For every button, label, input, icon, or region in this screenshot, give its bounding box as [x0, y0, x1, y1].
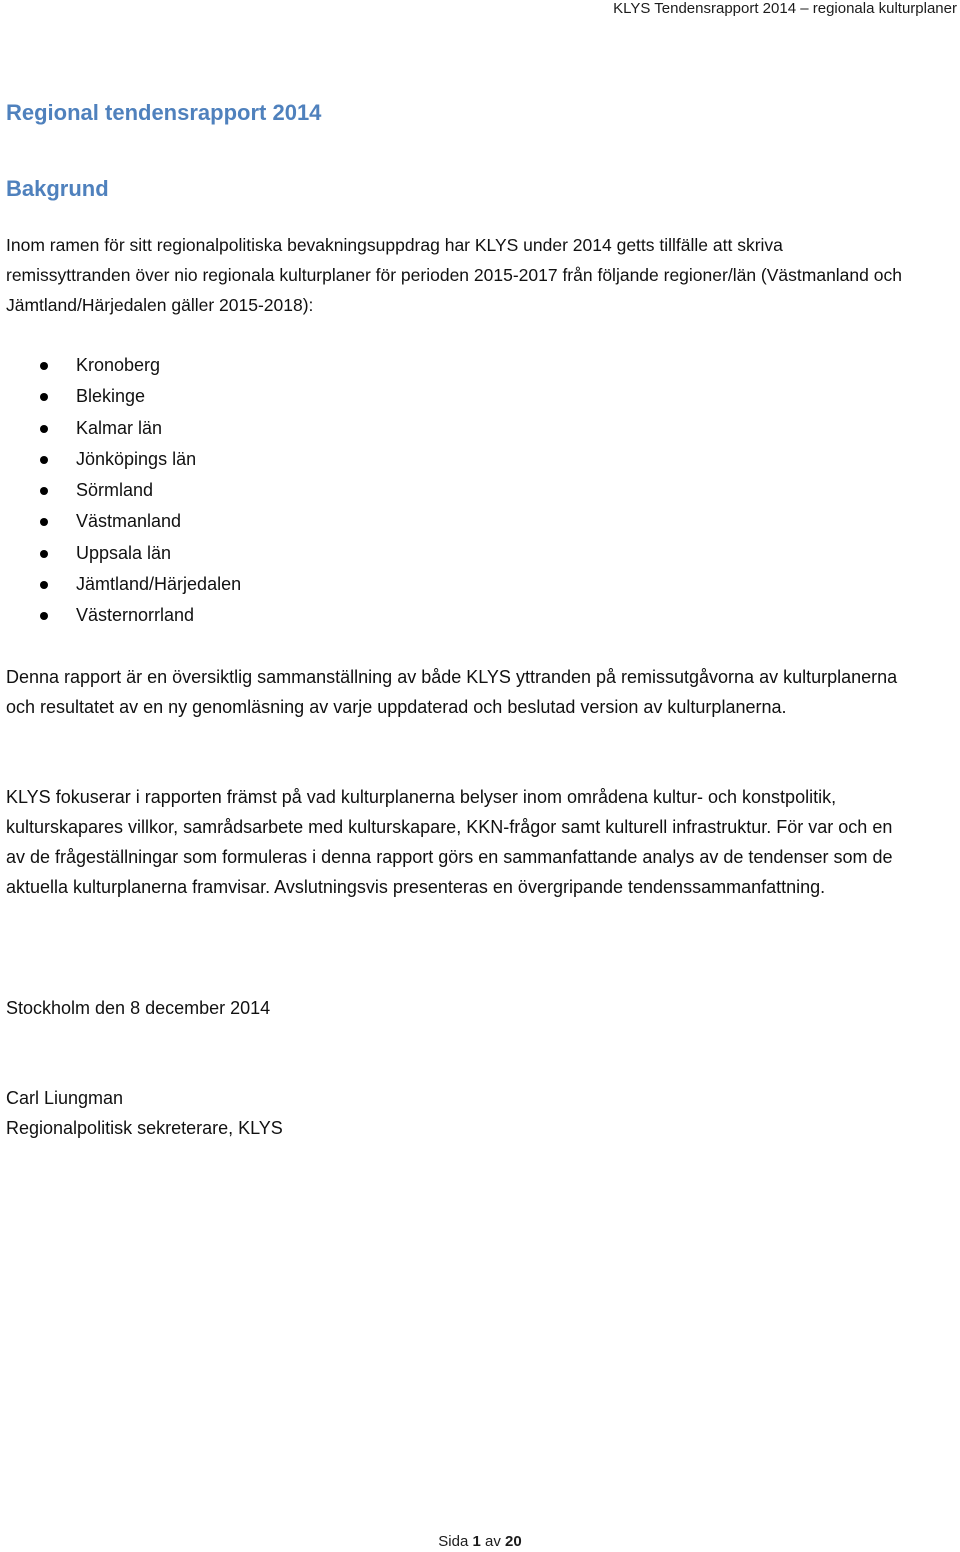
list-item — [0, 413, 241, 444]
list-item — [0, 569, 241, 600]
region-name: Sörmland — [76, 480, 154, 501]
bullet-icon — [40, 518, 48, 526]
list-item — [0, 444, 241, 475]
region-name: Jämtland/Härjedalen — [76, 574, 242, 595]
region-name: Uppsala län — [76, 542, 172, 563]
page-word: Sida — [438, 1533, 469, 1550]
bullet-icon — [40, 456, 48, 464]
place-date: Stockholm den 8 december 2014 — [6, 998, 271, 1018]
region-name: Blekinge — [76, 386, 146, 407]
section-title-bakgrund: Bakgrund — [6, 176, 109, 201]
bullet-icon — [40, 393, 48, 401]
bullet-icon — [40, 550, 48, 558]
bullet-icon — [40, 581, 48, 589]
list-item — [0, 381, 241, 412]
bullet-icon — [40, 487, 48, 495]
focus-paragraph: KLYS fokuserar i rapporten främst på vad kulturplanerna belyser inom områdena kultur- och konstpolitik, kulturskapares villkor, samrådsarbete med kulturskapare, KKN-frågor samt kulturell infrastruktur. För var och en av de frågeställningar som formuleras i denna rapport görs en sammanfattande analys av de tendenser som de aktuella kulturplanerna framvisar. Avslutningsvis presenteras en övergripande tendenssammanfattning. — [6, 787, 893, 897]
author-role: Regionalpolitisk sekreterare, KLYS — [6, 1118, 283, 1138]
intro-paragraph: Inom ramen för sitt regionalpolitiska bevakningsuppdrag har KLYS under 2014 getts tillfälle att skriva remissyttranden över nio regionala kulturplaner för perioden 2015-2017 från följande regioner/län (Västmanland och Jämtland/Härjedalen gäller 2015-2018): — [6, 235, 902, 315]
summary-paragraph: Denna rapport är en översiktlig sammanställning av både KLYS yttranden på remissutgåvorna av kulturplanerna och resultatet av en ny genomläsning av varje uppdaterad och beslutad version av kulturplanerna. — [6, 667, 898, 717]
bullet-icon — [40, 612, 48, 620]
list-item — [0, 600, 241, 631]
page-total: 20 — [505, 1533, 522, 1550]
bullet-icon — [40, 362, 48, 370]
region-name: Kalmar län — [76, 417, 163, 438]
running-header: KLYS Tendensrapport 2014 – regionala kulturplaner — [613, 0, 957, 17]
of-word: av — [485, 1533, 501, 1550]
document-title: Regional tendensrapport 2014 — [6, 100, 322, 125]
region-name: Kronoberg — [76, 355, 161, 375]
list-item — [0, 350, 241, 381]
region-name: Västernorrland — [76, 605, 195, 626]
list-item — [0, 538, 241, 569]
page-footer — [0, 1533, 960, 1551]
region-name: Västmanland — [76, 511, 182, 532]
bullet-icon — [40, 425, 48, 433]
list-item — [0, 475, 241, 506]
list-item — [0, 506, 241, 537]
page-current: 1 — [472, 1533, 481, 1550]
region-list — [0, 350, 241, 632]
region-name: Jönköpings län — [76, 448, 197, 469]
author-name: Carl Liungman — [6, 1088, 124, 1108]
